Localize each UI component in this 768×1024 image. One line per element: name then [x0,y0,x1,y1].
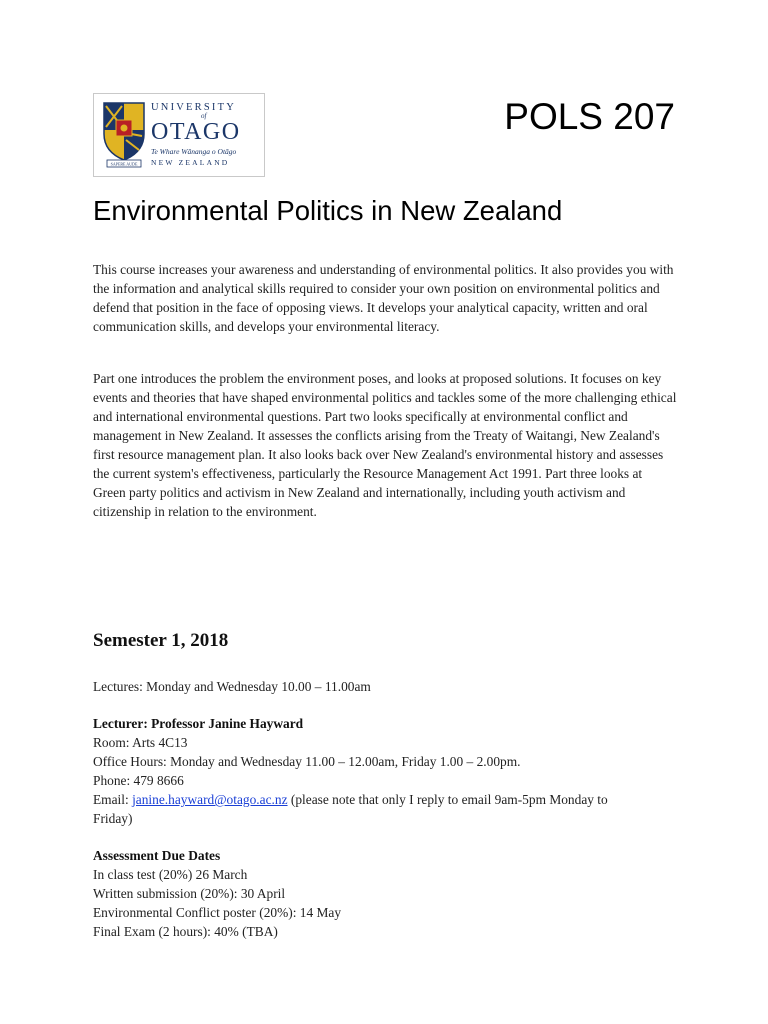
email-link[interactable]: janine.hayward@otago.ac.nz [132,792,288,807]
assessment-heading: Assessment Due Dates [93,848,221,863]
email-note: (please note that only I reply to email 9am-5pm Monday to [287,792,608,807]
office-hours-line: Office Hours: Monday and Wednesday 11.00 – 12.00am, Friday 1.00 – 2.00pm. [93,754,521,769]
email-label: Email: [93,792,133,807]
email-note-continued: Friday) [93,811,133,826]
intro-paragraph-1: This course increases your awareness and understanding of environmental politics. It also provides you with the information and analytical skills required to consider your own position on environmental politics and defend that position in the face of opposing views. It develops your analytical capacity, written and oral communication skills, and develops your environmental literacy. [93,262,674,334]
logo-motto: SAPERE AUDE [110,161,138,167]
intro-paragraph-2: Part one introduces the problem the environment poses, and looks at proposed solutions. It focuses on key events and theories that have shaped environmental politics and tackles some of the more challenging ethical and international environmental questions. Part two looks specifically at environmental conflict and management in New Zealand. It assesses the conflicts arising from the Treaty of Waitangi, New Zealand's first resource management plan. It also looks back over New Zealand's environmental history and assesses the current system's effectiveness, particularly the Resource Management Act 1991. Part three looks at Green party politics and activism in New Zealand and internationally, including youth activism and citizenship in relation to the environment. [93,371,677,519]
logo-of-text: of [201,112,207,120]
course-code: POLS 207 [504,96,675,137]
page-title: Environmental Politics in New Zealand [93,195,563,226]
logo-university-text: UNIVERSITY [151,102,236,113]
email-line [93,790,683,809]
logo-otago-text: OTAGO [151,119,241,145]
room-line: Room: Arts 4C13 [93,735,188,750]
logo-maori-text: Te Whare Wānanga o Otāgo [151,147,237,156]
assessment-item: Environmental Conflict poster (20%): 14 May [93,905,342,920]
university-logo [93,93,265,177]
phone-line: Phone: 479 8666 [93,773,184,788]
semester-heading: Semester 1, 2018 [93,630,229,651]
lectures-line: Lectures: Monday and Wednesday 10.00 – 11.00am [93,679,371,694]
assessment-item: Final Exam (2 hours): 40% (TBA) [93,924,278,939]
shield-crest-icon [101,100,147,170]
assessment-item: In class test (20%) 26 March [93,867,248,882]
lecturer-heading: Lecturer: Professor Janine Hayward [93,716,304,731]
logo-country-text: NEW ZEALAND [151,158,230,167]
logo-wordmark [151,102,261,168]
assessment-item: Written submission (20%): 30 April [93,886,286,901]
